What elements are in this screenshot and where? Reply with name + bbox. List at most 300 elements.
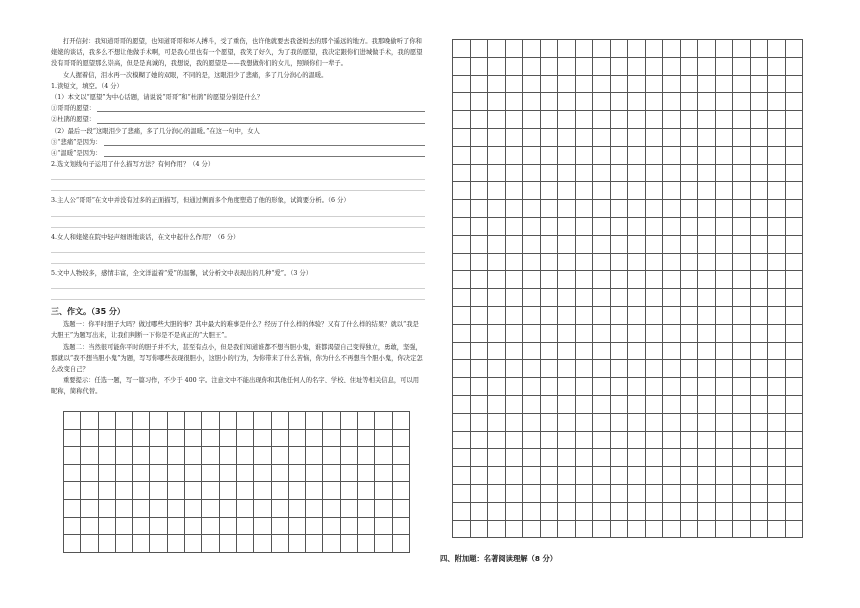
grid-cell[interactable] xyxy=(506,165,524,183)
grid-cell[interactable] xyxy=(593,432,611,450)
grid-cell[interactable] xyxy=(506,521,524,539)
grid-cell[interactable] xyxy=(751,236,769,254)
grid-cell[interactable] xyxy=(628,58,646,76)
grid-cell[interactable] xyxy=(523,129,541,147)
grid-cell[interactable] xyxy=(306,447,323,465)
grid-cell[interactable] xyxy=(681,378,699,396)
grid-cell[interactable] xyxy=(628,432,646,450)
grid-cell[interactable] xyxy=(611,111,629,129)
grid-cell[interactable] xyxy=(358,518,375,536)
grid-cell[interactable] xyxy=(99,482,116,500)
grid-cell[interactable] xyxy=(733,40,751,58)
grid-cell[interactable] xyxy=(716,254,734,272)
grid-cell[interactable] xyxy=(558,254,576,272)
grid-cell[interactable] xyxy=(558,307,576,325)
grid-cell[interactable] xyxy=(99,535,116,553)
grid-cell[interactable] xyxy=(646,449,664,467)
grid-cell[interactable] xyxy=(698,111,716,129)
grid-cell[interactable] xyxy=(576,521,594,539)
grid-cell[interactable] xyxy=(611,40,629,58)
grid-cell[interactable] xyxy=(358,447,375,465)
grid-cell[interactable] xyxy=(716,503,734,521)
grid-cell[interactable] xyxy=(611,378,629,396)
grid-cell[interactable] xyxy=(663,129,681,147)
grid-cell[interactable] xyxy=(523,182,541,200)
grid-cell[interactable] xyxy=(733,76,751,94)
grid-cell[interactable] xyxy=(64,482,81,500)
dujuan-wish-blank[interactable] xyxy=(97,115,425,124)
grid-cell[interactable] xyxy=(698,414,716,432)
grid-cell[interactable] xyxy=(81,412,98,430)
grid-cell[interactable] xyxy=(786,147,804,165)
grid-cell[interactable] xyxy=(541,343,559,361)
grid-cell[interactable] xyxy=(698,396,716,414)
grid-cell[interactable] xyxy=(150,430,167,448)
grid-cell[interactable] xyxy=(133,535,150,553)
grid-cell[interactable] xyxy=(698,182,716,200)
grid-cell[interactable] xyxy=(593,343,611,361)
grid-cell[interactable] xyxy=(558,76,576,94)
grid-cell[interactable] xyxy=(628,129,646,147)
answer-line[interactable] xyxy=(51,179,425,180)
grid-cell[interactable] xyxy=(768,378,786,396)
grid-cell[interactable] xyxy=(81,535,98,553)
grid-cell[interactable] xyxy=(541,58,559,76)
grid-cell[interactable] xyxy=(523,76,541,94)
grid-cell[interactable] xyxy=(751,467,769,485)
grid-cell[interactable] xyxy=(786,218,804,236)
grid-cell[interactable] xyxy=(488,182,506,200)
grid-cell[interactable] xyxy=(628,165,646,183)
grid-cell[interactable] xyxy=(576,503,594,521)
grid-cell[interactable] xyxy=(786,200,804,218)
grid-cell[interactable] xyxy=(471,218,489,236)
grid-cell[interactable] xyxy=(733,521,751,539)
grid-cell[interactable] xyxy=(628,40,646,58)
grid-cell[interactable] xyxy=(698,432,716,450)
grid-cell[interactable] xyxy=(593,165,611,183)
grid-cell[interactable] xyxy=(488,289,506,307)
grid-cell[interactable] xyxy=(541,165,559,183)
grid-cell[interactable] xyxy=(488,58,506,76)
grid-cell[interactable] xyxy=(506,129,524,147)
grid-cell[interactable] xyxy=(341,500,358,518)
grid-cell[interactable] xyxy=(698,58,716,76)
answer-line[interactable] xyxy=(51,190,425,191)
grid-cell[interactable] xyxy=(523,307,541,325)
grid-cell[interactable] xyxy=(558,129,576,147)
grid-cell[interactable] xyxy=(558,218,576,236)
grid-cell[interactable] xyxy=(558,40,576,58)
grid-cell[interactable] xyxy=(272,535,289,553)
grid-cell[interactable] xyxy=(488,485,506,503)
grid-cell[interactable] xyxy=(681,521,699,539)
grid-cell[interactable] xyxy=(506,58,524,76)
grid-cell[interactable] xyxy=(133,412,150,430)
grid-cell[interactable] xyxy=(628,271,646,289)
grid-cell[interactable] xyxy=(506,378,524,396)
grid-cell[interactable] xyxy=(786,360,804,378)
grid-cell[interactable] xyxy=(593,449,611,467)
grid-cell[interactable] xyxy=(523,289,541,307)
grid-cell[interactable] xyxy=(733,432,751,450)
grid-cell[interactable] xyxy=(576,129,594,147)
grid-cell[interactable] xyxy=(116,482,133,500)
grid-cell[interactable] xyxy=(341,465,358,483)
grid-cell[interactable] xyxy=(786,236,804,254)
grid-cell[interactable] xyxy=(663,200,681,218)
grid-cell[interactable] xyxy=(768,147,786,165)
grid-cell[interactable] xyxy=(558,271,576,289)
grid-cell[interactable] xyxy=(133,430,150,448)
grid-cell[interactable] xyxy=(168,465,185,483)
grid-cell[interactable] xyxy=(81,465,98,483)
grid-cell[interactable] xyxy=(611,449,629,467)
grid-cell[interactable] xyxy=(663,271,681,289)
grid-cell[interactable] xyxy=(663,58,681,76)
grid-cell[interactable] xyxy=(471,236,489,254)
grid-cell[interactable] xyxy=(646,414,664,432)
grid-cell[interactable] xyxy=(323,465,340,483)
grid-cell[interactable] xyxy=(358,500,375,518)
grid-cell[interactable] xyxy=(375,535,392,553)
grid-cell[interactable] xyxy=(733,378,751,396)
grid-cell[interactable] xyxy=(488,40,506,58)
grid-cell[interactable] xyxy=(220,447,237,465)
answer-line[interactable] xyxy=(51,227,425,228)
grid-cell[interactable] xyxy=(663,521,681,539)
grid-cell[interactable] xyxy=(751,111,769,129)
grid-cell[interactable] xyxy=(786,129,804,147)
grid-cell[interactable] xyxy=(751,129,769,147)
grid-cell[interactable] xyxy=(751,182,769,200)
grid-cell[interactable] xyxy=(663,378,681,396)
grid-cell[interactable] xyxy=(733,396,751,414)
grid-cell[interactable] xyxy=(541,182,559,200)
grid-cell[interactable] xyxy=(81,518,98,536)
grid-cell[interactable] xyxy=(611,289,629,307)
grid-cell[interactable] xyxy=(593,325,611,343)
grid-cell[interactable] xyxy=(733,218,751,236)
grid-cell[interactable] xyxy=(541,378,559,396)
grid-cell[interactable] xyxy=(663,343,681,361)
grid-cell[interactable] xyxy=(576,200,594,218)
grid-cell[interactable] xyxy=(733,236,751,254)
grid-cell[interactable] xyxy=(576,236,594,254)
grid-cell[interactable] xyxy=(646,360,664,378)
grid-cell[interactable] xyxy=(663,503,681,521)
grid-cell[interactable] xyxy=(751,449,769,467)
grid-cell[interactable] xyxy=(628,396,646,414)
grid-cell[interactable] xyxy=(768,129,786,147)
grid-cell[interactable] xyxy=(628,378,646,396)
grid-cell[interactable] xyxy=(453,182,471,200)
grid-cell[interactable] xyxy=(202,465,219,483)
grid-cell[interactable] xyxy=(272,412,289,430)
grid-cell[interactable] xyxy=(220,535,237,553)
grid-cell[interactable] xyxy=(254,465,271,483)
grid-cell[interactable] xyxy=(375,430,392,448)
grid-cell[interactable] xyxy=(698,271,716,289)
grid-cell[interactable] xyxy=(576,218,594,236)
grid-cell[interactable] xyxy=(453,378,471,396)
grid-cell[interactable] xyxy=(523,325,541,343)
grid-cell[interactable] xyxy=(523,343,541,361)
grid-cell[interactable] xyxy=(150,482,167,500)
grid-cell[interactable] xyxy=(488,521,506,539)
grid-cell[interactable] xyxy=(220,430,237,448)
grid-cell[interactable] xyxy=(453,236,471,254)
grid-cell[interactable] xyxy=(681,485,699,503)
grid-cell[interactable] xyxy=(202,518,219,536)
grid-cell[interactable] xyxy=(541,503,559,521)
grid-cell[interactable] xyxy=(751,503,769,521)
grid-cell[interactable] xyxy=(453,58,471,76)
grid-cell[interactable] xyxy=(558,378,576,396)
grid-cell[interactable] xyxy=(593,378,611,396)
grid-cell[interactable] xyxy=(358,535,375,553)
grid-cell[interactable] xyxy=(488,76,506,94)
grid-cell[interactable] xyxy=(488,396,506,414)
grid-cell[interactable] xyxy=(646,378,664,396)
grid-cell[interactable] xyxy=(523,432,541,450)
grid-cell[interactable] xyxy=(786,111,804,129)
grid-cell[interactable] xyxy=(646,289,664,307)
grid-cell[interactable] xyxy=(681,218,699,236)
grid-cell[interactable] xyxy=(768,218,786,236)
grid-cell[interactable] xyxy=(751,58,769,76)
grid-cell[interactable] xyxy=(488,360,506,378)
grid-cell[interactable] xyxy=(681,76,699,94)
grid-cell[interactable] xyxy=(64,412,81,430)
grid-cell[interactable] xyxy=(576,271,594,289)
grid-cell[interactable] xyxy=(237,412,254,430)
grid-cell[interactable] xyxy=(733,503,751,521)
grid-cell[interactable] xyxy=(523,271,541,289)
grid-cell[interactable] xyxy=(116,535,133,553)
grid-cell[interactable] xyxy=(541,200,559,218)
grid-cell[interactable] xyxy=(716,236,734,254)
grid-cell[interactable] xyxy=(786,343,804,361)
grid-cell[interactable] xyxy=(646,396,664,414)
grid-cell[interactable] xyxy=(733,325,751,343)
grid-cell[interactable] xyxy=(168,447,185,465)
grid-cell[interactable] xyxy=(786,289,804,307)
grid-cell[interactable] xyxy=(471,432,489,450)
grid-cell[interactable] xyxy=(471,521,489,539)
grid-cell[interactable] xyxy=(716,147,734,165)
warmth-blank[interactable] xyxy=(104,148,425,157)
grid-cell[interactable] xyxy=(628,254,646,272)
grid-cell[interactable] xyxy=(576,414,594,432)
grid-cell[interactable] xyxy=(628,325,646,343)
grid-cell[interactable] xyxy=(558,289,576,307)
grid-cell[interactable] xyxy=(558,200,576,218)
grid-cell[interactable] xyxy=(185,500,202,518)
grid-cell[interactable] xyxy=(663,218,681,236)
grid-cell[interactable] xyxy=(272,500,289,518)
grid-cell[interactable] xyxy=(593,200,611,218)
grid-cell[interactable] xyxy=(202,447,219,465)
grid-cell[interactable] xyxy=(768,503,786,521)
grid-cell[interactable] xyxy=(716,40,734,58)
grid-cell[interactable] xyxy=(576,76,594,94)
grid-cell[interactable] xyxy=(488,378,506,396)
grid-cell[interactable] xyxy=(168,430,185,448)
grid-cell[interactable] xyxy=(646,307,664,325)
grid-cell[interactable] xyxy=(681,236,699,254)
grid-cell[interactable] xyxy=(133,518,150,536)
grid-cell[interactable] xyxy=(751,165,769,183)
grid-cell[interactable] xyxy=(716,58,734,76)
grid-cell[interactable] xyxy=(81,430,98,448)
grid-cell[interactable] xyxy=(576,111,594,129)
grid-cell[interactable] xyxy=(453,485,471,503)
grid-cell[interactable] xyxy=(576,396,594,414)
grid-cell[interactable] xyxy=(168,482,185,500)
grid-cell[interactable] xyxy=(323,482,340,500)
grid-cell[interactable] xyxy=(471,76,489,94)
grid-cell[interactable] xyxy=(506,432,524,450)
grid-cell[interactable] xyxy=(133,447,150,465)
grid-cell[interactable] xyxy=(663,165,681,183)
grid-cell[interactable] xyxy=(733,165,751,183)
grid-cell[interactable] xyxy=(786,325,804,343)
grid-cell[interactable] xyxy=(611,521,629,539)
grid-cell[interactable] xyxy=(453,467,471,485)
grid-cell[interactable] xyxy=(471,449,489,467)
grid-cell[interactable] xyxy=(254,447,271,465)
grid-cell[interactable] xyxy=(768,485,786,503)
grid-cell[interactable] xyxy=(375,482,392,500)
grid-cell[interactable] xyxy=(341,430,358,448)
grid-cell[interactable] xyxy=(453,343,471,361)
grid-cell[interactable] xyxy=(523,449,541,467)
grid-cell[interactable] xyxy=(751,218,769,236)
grid-cell[interactable] xyxy=(698,165,716,183)
grid-cell[interactable] xyxy=(768,360,786,378)
grid-cell[interactable] xyxy=(341,518,358,536)
grid-cell[interactable] xyxy=(375,500,392,518)
grid-cell[interactable] xyxy=(663,360,681,378)
grid-cell[interactable] xyxy=(576,40,594,58)
grid-cell[interactable] xyxy=(733,271,751,289)
grid-cell[interactable] xyxy=(289,447,306,465)
grid-cell[interactable] xyxy=(506,236,524,254)
grid-cell[interactable] xyxy=(323,518,340,536)
grid-cell[interactable] xyxy=(716,325,734,343)
grid-cell[interactable] xyxy=(558,58,576,76)
grid-cell[interactable] xyxy=(768,325,786,343)
grid-cell[interactable] xyxy=(523,485,541,503)
grid-cell[interactable] xyxy=(471,485,489,503)
grid-cell[interactable] xyxy=(64,465,81,483)
grid-cell[interactable] xyxy=(506,343,524,361)
grid-cell[interactable] xyxy=(541,40,559,58)
grid-cell[interactable] xyxy=(558,182,576,200)
grid-cell[interactable] xyxy=(289,518,306,536)
grid-cell[interactable] xyxy=(681,147,699,165)
grid-cell[interactable] xyxy=(453,360,471,378)
grid-cell[interactable] xyxy=(611,271,629,289)
grid-cell[interactable] xyxy=(506,76,524,94)
grid-cell[interactable] xyxy=(663,254,681,272)
grid-cell[interactable] xyxy=(471,343,489,361)
grid-cell[interactable] xyxy=(202,535,219,553)
grid-cell[interactable] xyxy=(611,414,629,432)
grid-cell[interactable] xyxy=(768,307,786,325)
grid-cell[interactable] xyxy=(611,58,629,76)
grid-cell[interactable] xyxy=(523,200,541,218)
grid-cell[interactable] xyxy=(786,503,804,521)
grid-cell[interactable] xyxy=(733,343,751,361)
grid-cell[interactable] xyxy=(558,111,576,129)
grid-cell[interactable] xyxy=(576,485,594,503)
grid-cell[interactable] xyxy=(523,414,541,432)
grid-cell[interactable] xyxy=(150,465,167,483)
grid-cell[interactable] xyxy=(733,414,751,432)
grid-cell[interactable] xyxy=(488,343,506,361)
grid-cell[interactable] xyxy=(506,414,524,432)
grid-cell[interactable] xyxy=(751,289,769,307)
grid-cell[interactable] xyxy=(488,129,506,147)
grid-cell[interactable] xyxy=(323,535,340,553)
grid-cell[interactable] xyxy=(698,521,716,539)
answer-line[interactable] xyxy=(51,299,425,300)
grid-cell[interactable] xyxy=(716,111,734,129)
answer-line[interactable] xyxy=(51,263,425,264)
grid-cell[interactable] xyxy=(786,467,804,485)
grid-cell[interactable] xyxy=(488,467,506,485)
grid-cell[interactable] xyxy=(523,147,541,165)
grid-cell[interactable] xyxy=(116,465,133,483)
grid-cell[interactable] xyxy=(81,447,98,465)
answer-line[interactable] xyxy=(51,252,425,253)
grid-cell[interactable] xyxy=(289,465,306,483)
grid-cell[interactable] xyxy=(272,465,289,483)
grid-cell[interactable] xyxy=(453,414,471,432)
grid-cell[interactable] xyxy=(323,447,340,465)
grid-cell[interactable] xyxy=(593,521,611,539)
grid-cell[interactable] xyxy=(698,325,716,343)
grid-cell[interactable] xyxy=(646,271,664,289)
grid-cell[interactable] xyxy=(751,76,769,94)
grid-cell[interactable] xyxy=(523,254,541,272)
grid-cell[interactable] xyxy=(471,307,489,325)
grid-cell[interactable] xyxy=(471,396,489,414)
grid-cell[interactable] xyxy=(541,325,559,343)
grid-cell[interactable] xyxy=(681,58,699,76)
grid-cell[interactable] xyxy=(646,485,664,503)
grid-cell[interactable] xyxy=(681,182,699,200)
grid-cell[interactable] xyxy=(628,218,646,236)
grid-cell[interactable] xyxy=(593,93,611,111)
grid-cell[interactable] xyxy=(541,76,559,94)
grid-cell[interactable] xyxy=(576,289,594,307)
grid-cell[interactable] xyxy=(453,289,471,307)
answer-line[interactable] xyxy=(51,288,425,289)
grid-cell[interactable] xyxy=(716,378,734,396)
grid-cell[interactable] xyxy=(471,271,489,289)
grid-cell[interactable] xyxy=(488,325,506,343)
grid-cell[interactable] xyxy=(488,503,506,521)
grid-cell[interactable] xyxy=(786,254,804,272)
grid-cell[interactable] xyxy=(99,500,116,518)
grid-cell[interactable] xyxy=(488,307,506,325)
grid-cell[interactable] xyxy=(185,465,202,483)
grid-cell[interactable] xyxy=(523,93,541,111)
grid-cell[interactable] xyxy=(576,58,594,76)
